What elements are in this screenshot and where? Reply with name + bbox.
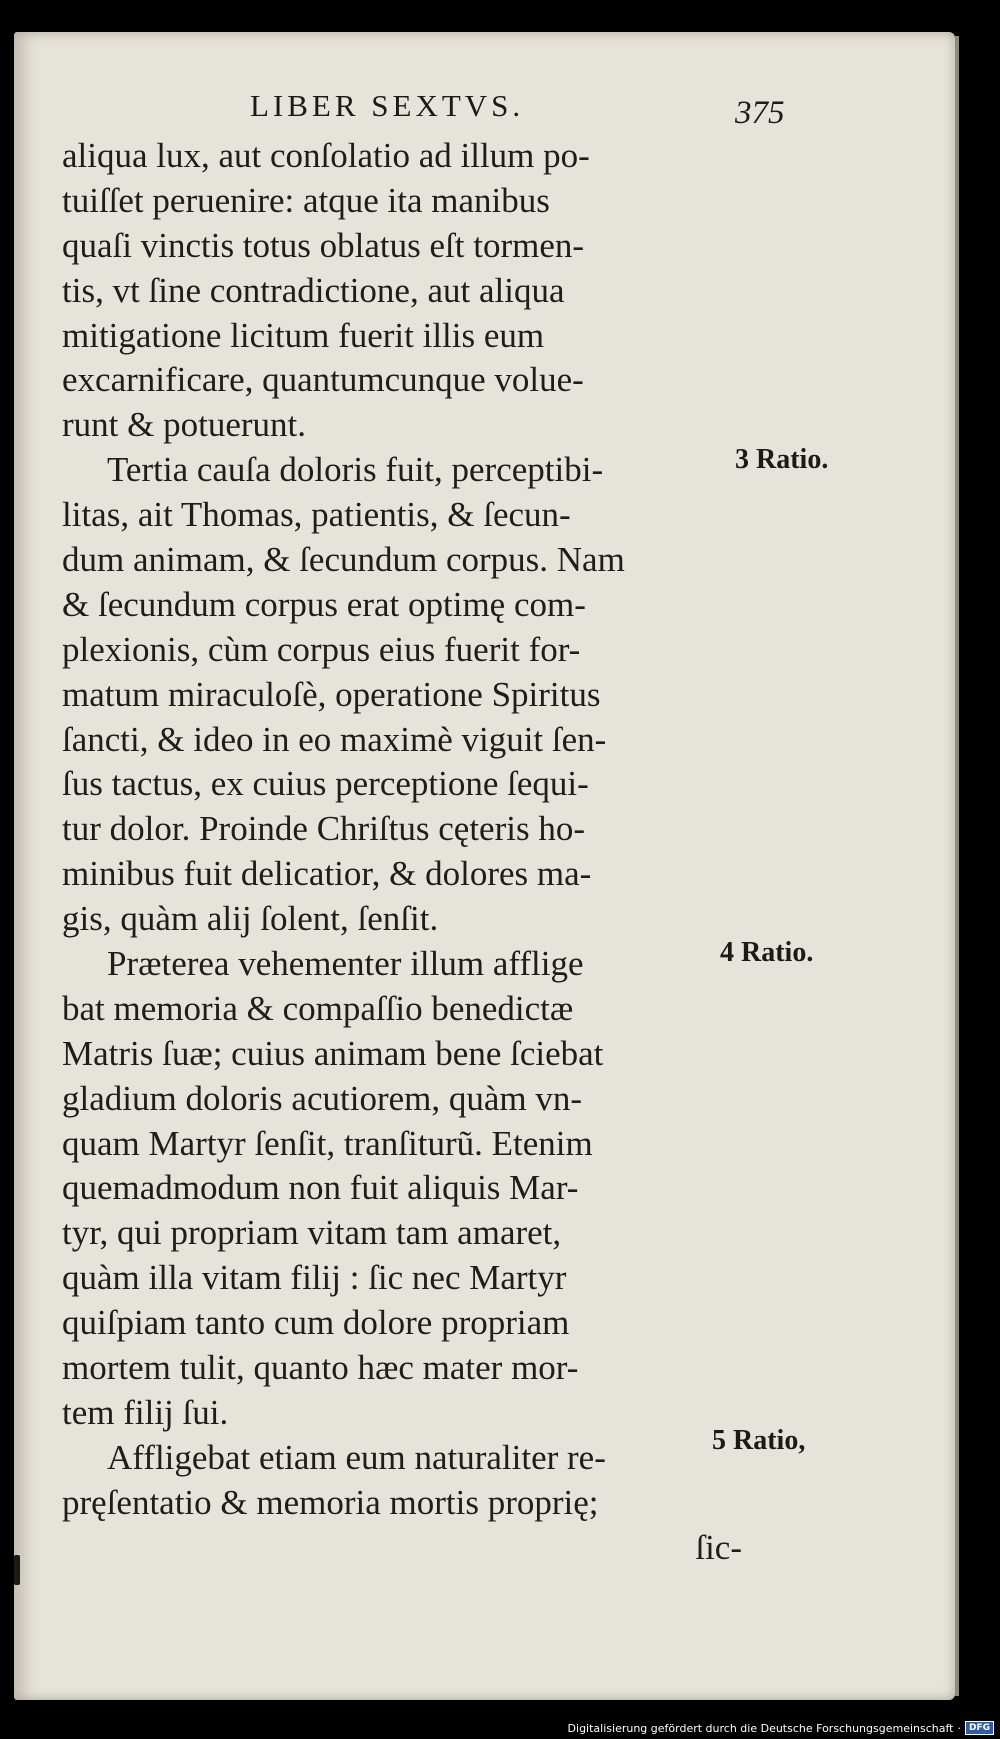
text-line: litas, ait Thomas, patientis, & ſecun- (62, 495, 571, 535)
dfg-logo-icon: DFG (965, 1721, 994, 1735)
text-line: minibus fuit delicatior, & dolores ma- (62, 854, 592, 894)
text-line: Matris ſuæ; cuius animam bene ſciebat (62, 1033, 604, 1073)
footer-credit: Digitalisierung gefördert durch die Deutsche Forschungsgemeinschaft (567, 1721, 954, 1735)
text-line: Affligebat etiam eum naturaliter re- (107, 1437, 606, 1477)
text-line: ſancti, & ideo in eo maximè viguit ſen- (62, 719, 607, 759)
footer-separator: · (957, 1721, 961, 1735)
digitization-footer (568, 1721, 994, 1735)
text-line: quiſpiam tanto cum dolore propriam (62, 1303, 570, 1343)
text-line: tuiſſet peruenire: atque ita manibus (62, 180, 550, 220)
binding-mark (14, 1555, 20, 1585)
text-line: tem filij ſui. (62, 1392, 229, 1432)
page-number: 375 (735, 95, 785, 131)
text-line: tyr, qui propriam vitam tam amaret, (62, 1213, 562, 1253)
text-line: & ſecundum corpus erat optimę com- (62, 584, 586, 624)
text-line: Præterea vehementer illum afflige (107, 944, 584, 984)
text-line: tis, vt ſine contradictione, aut aliqua (62, 270, 565, 310)
text-line: gis, quàm alij ſolent, ſenſit. (62, 899, 439, 939)
catchword: ſic- (695, 1527, 742, 1567)
text-line: bat memoria & compaſſio benedictæ (62, 988, 574, 1028)
text-line: gladium doloris acutiorem, quàm vn- (62, 1078, 583, 1118)
text-line: pręſentatio & memoria mortis proprię; (62, 1482, 599, 1522)
text-line: excarnificare, quantumcunque volue- (62, 360, 584, 400)
text-line: quaſi vinctis totus oblatus eſt tormen- (62, 225, 585, 265)
text-line: dum animam, & ſecundum corpus. Nam (62, 540, 625, 580)
body-text (62, 134, 742, 1571)
text-line: Tertia cauſa doloris fuit, perceptibi- (107, 450, 604, 490)
text-line: quemadmodum non fuit aliquis Mar- (62, 1168, 579, 1208)
text-line: quam Martyr ſenſit, tranſiturũ. Etenim (62, 1123, 593, 1163)
text-line: plexionis, cùm corpus eius fuerit for- (62, 629, 581, 669)
text-line: ſus tactus, ex cuius perceptione ſequi- (62, 764, 589, 804)
margin-note-ratio-3: 3 Ratio. (735, 444, 829, 475)
text-line: matum miraculoſè, operatione Spiritus (62, 674, 601, 714)
text-line: tur dolor. Proinde Chriſtus cęteris ho- (62, 809, 585, 849)
text-line: mitigatione licitum fuerit illis eum (62, 315, 545, 355)
text-line: quàm illa vitam filij : ſic nec Martyr (62, 1258, 567, 1298)
margin-note-ratio-4: 4 Ratio. (720, 937, 814, 968)
page-edge (955, 36, 959, 1696)
text-line: aliqua lux, aut conſolatio ad illum po- (62, 136, 590, 175)
text-line: mortem tulit, quanto hæc mater mor- (62, 1348, 579, 1388)
margin-note-ratio-5: 5 Ratio, (712, 1425, 806, 1456)
running-head: LIBER SEXTVS. (250, 88, 525, 123)
text-line: runt & potuerunt. (62, 405, 306, 445)
